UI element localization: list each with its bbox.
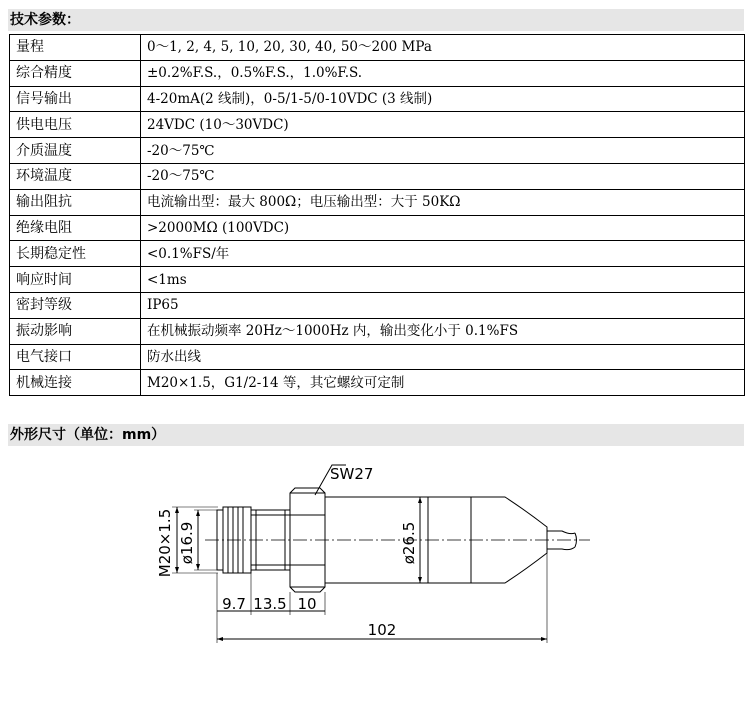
spec-label: 环境温度 bbox=[10, 163, 141, 189]
spec-value: M20×1.5，G1/2-14 等，其它螺纹可定制 bbox=[141, 370, 745, 396]
spec-value: 0～1, 2, 4, 5, 10, 20, 30, 40, 50～200 MPa bbox=[141, 35, 745, 61]
d26-label: ø26.5 bbox=[400, 521, 418, 565]
spec-label: 机械连接 bbox=[10, 370, 141, 396]
spec-row bbox=[10, 138, 745, 164]
spec-row bbox=[10, 292, 745, 318]
spec-label: 密封等级 bbox=[10, 292, 141, 318]
spec-value: 在机械振动频率 20Hz～1000Hz 内，输出变化小于 0.1%FS bbox=[141, 318, 745, 344]
spec-value: >2000MΩ (100VDC) bbox=[141, 215, 745, 241]
d16-label: ø16.9 bbox=[178, 521, 196, 565]
spec-label: 响应时间 bbox=[10, 267, 141, 293]
spec-value: 电流输出型：最大 800Ω；电压输出型：大于 50KΩ bbox=[141, 189, 745, 215]
spec-row bbox=[10, 241, 745, 267]
spec-label: 绝缘电阻 bbox=[10, 215, 141, 241]
spec-label: 电气接口 bbox=[10, 344, 141, 370]
drawing-cable bbox=[547, 531, 575, 534]
spec-row bbox=[10, 189, 745, 215]
dim-c-label: 10 bbox=[297, 595, 317, 613]
dimension-section-title: 外形尺寸（单位：mm） bbox=[8, 424, 744, 446]
spec-row bbox=[10, 267, 745, 293]
spec-value: <0.1%FS/年 bbox=[141, 241, 745, 267]
spec-label: 长期稳定性 bbox=[10, 241, 141, 267]
spec-label: 信号输出 bbox=[10, 86, 141, 112]
thread-label: M20×1.5 bbox=[156, 508, 174, 578]
spec-label: 综合精度 bbox=[10, 60, 141, 86]
spec-row bbox=[10, 344, 745, 370]
spec-row bbox=[10, 163, 745, 189]
dimension-drawing bbox=[150, 455, 600, 655]
dim-b-label: 13.5 bbox=[253, 595, 287, 613]
spec-label: 介质温度 bbox=[10, 138, 141, 164]
spec-row bbox=[10, 35, 745, 61]
spec-value: 防水出线 bbox=[141, 344, 745, 370]
spec-label: 供电电压 bbox=[10, 112, 141, 138]
spec-value: IP65 bbox=[141, 292, 745, 318]
spec-row bbox=[10, 112, 745, 138]
spec-row bbox=[10, 60, 745, 86]
spec-value: 4-20mA(2 线制)，0-5/1-5/0-10VDC (3 线制) bbox=[141, 86, 745, 112]
spec-row bbox=[10, 370, 745, 396]
spec-value: 24VDC (10～30VDC) bbox=[141, 112, 745, 138]
spec-row bbox=[10, 318, 745, 344]
spec-row bbox=[10, 86, 745, 112]
spec-row bbox=[10, 215, 745, 241]
spec-section-title: 技术参数： bbox=[8, 9, 744, 31]
spec-label: 量程 bbox=[10, 35, 141, 61]
spec-table bbox=[9, 34, 745, 396]
dim-a-label: 9.7 bbox=[222, 595, 246, 613]
dim-total-label: 102 bbox=[367, 621, 397, 639]
sw-label: SW27 bbox=[330, 465, 374, 483]
spec-label: 输出阻抗 bbox=[10, 189, 141, 215]
spec-value: <1ms bbox=[141, 267, 745, 293]
spec-value: -20～75℃ bbox=[141, 163, 745, 189]
spec-value: ±0.2%F.S.，0.5%F.S.，1.0%F.S. bbox=[141, 60, 745, 86]
spec-label: 振动影响 bbox=[10, 318, 141, 344]
spec-value: -20～75℃ bbox=[141, 138, 745, 164]
